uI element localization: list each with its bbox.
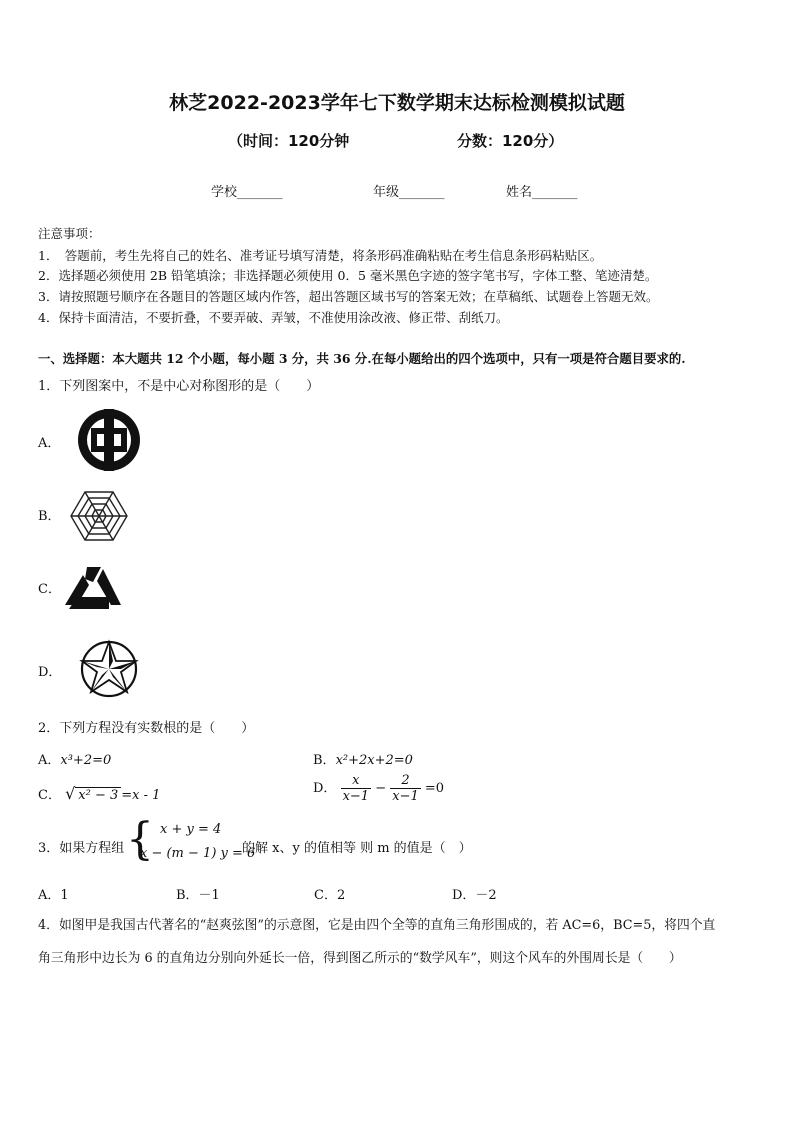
section-heading: 一、选择题：本大题共 12 个小题，每小题 3 分，共 36 分.在每小题给出的四个选项中，只有一项是符合题目要求的. [38,351,686,366]
score-label: 分数：120分） [457,132,564,150]
q2-option-d [313,773,444,804]
note-item: 4．保持卡面清洁，不要折叠，不要弄破、弄皱，不准使用涂改液、修正带、刮纸刀。 [38,310,509,325]
q3-option-a: A．1 [38,888,69,903]
option-label-d: D． [38,665,62,680]
fraction-2-denominator: x−1 [392,789,419,804]
time-label: （时间：120分钟 [228,132,350,150]
option-c-label: C． [38,788,61,803]
option-b-label: B． [313,753,336,768]
triangle-arrows-icon [63,565,125,615]
option-d-label: D． [313,781,337,796]
option-b-equation: x²+2x+2=0 [335,753,413,768]
system-brace: { [126,814,154,865]
hexagon-web-icon [70,490,128,542]
q3-option-d: D．－2 [452,888,497,903]
option-a-equation: x³+2=0 [60,753,112,768]
question-3-stem-post: 的解 x、y 的值相等 则 m 的值是（ ） [242,841,472,856]
fraction-1-denominator: x−1 [342,789,370,804]
name-field: 姓名_______ [506,185,578,200]
q2-option-a [38,749,111,768]
note-item: 1． 答题前，考生先将自己的姓名、准考证号填写清楚，将条形码准确粘贴在考生信息条形码粘贴区。 [38,248,603,263]
option-c-rest: =x - 1 [121,788,161,803]
option-label-b: B． [38,509,61,524]
question-1-stem: 1．下列图案中，不是中心对称图形的是（ ） [38,379,320,394]
fraction-1-numerator: x [341,773,372,789]
option-d-rest: =0 [424,781,445,796]
question-2-stem: 2．下列方程没有实数根的是（ ） [38,721,255,736]
fraction-1 [341,773,372,804]
page-title: 林芝2022-2023学年七下数学期末达标检测模拟试题 [169,92,625,114]
radicand: x² − 3 [75,787,121,803]
question-4-line-2: 角三角形中边长为 6 的直角边分别向外延长一倍，得到图乙所示的“数学风车”，则这个风车的外围周长是（ ） [38,951,682,966]
question-3-stem-pre: 3．如果方程组 [38,841,125,856]
six-point-star-icon [76,637,146,699]
minus-sign: − [375,781,387,796]
q2-option-c [38,784,160,803]
option-label-a: A． [38,436,61,451]
notes-title: 注意事项： [38,226,101,241]
system-equation-1: x + y = 4 [160,822,222,837]
grade-field: 年级_______ [373,185,445,200]
sqrt-symbol: √ [65,784,76,803]
fraction-2 [390,773,421,804]
question-4-line-1: 4．如图甲是我国古代著名的“赵爽弦图”的示意图，它是由四个全等的直角三角形围成的，若 AC=6，BC=5，将四个直 [38,918,716,933]
option-label-c: C． [38,582,61,597]
note-item: 2．选择题必须使用 2B 铅笔填涂；非选择题必须使用 0．5 毫米黑色字迹的签字笔书写，字体工整、笔迹清楚。 [38,268,658,283]
q3-option-c: C．2 [314,888,346,903]
option-a-label: A． [38,753,61,768]
bank-coin-icon [73,405,145,473]
q3-option-b: B．－1 [176,888,220,903]
system-equation-2: x − (m − 1) y = 6 [140,846,256,861]
note-item: 3．请按照题号顺序在各题目的答题区域内作答，超出答题区域书写的答案无效；在草稿纸、试题卷上答题无效。 [38,289,659,304]
fraction-2-numerator: 2 [390,773,421,789]
school-field: 学校_______ [211,185,283,200]
q2-option-b [313,749,413,768]
